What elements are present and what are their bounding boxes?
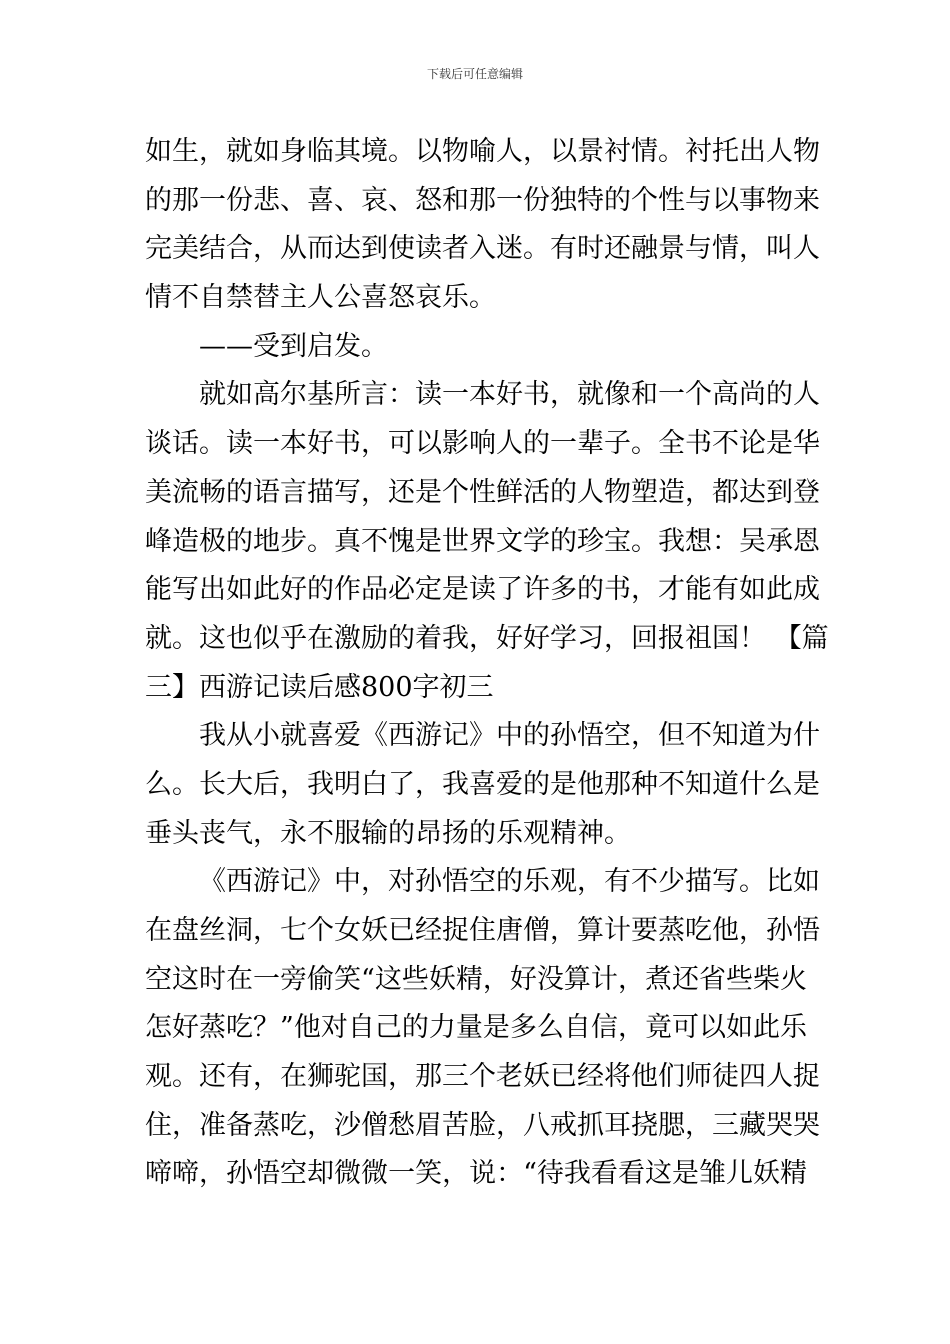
text-line: 谈话。读一本好书，可以影响人的一辈子。全书不论是华 (145, 428, 820, 460)
page-header: 下载后可任意编辑 (426, 67, 523, 81)
text-line: 空这时在一旁偷笑“这些妖精，好没算计，煮还省些柴火 (145, 963, 807, 995)
body-text (145, 128, 829, 1199)
text-line: 观。还有，在狮驼国，那三个老妖已经将他们师徒四人捉 (145, 1061, 820, 1093)
text-line: 怎好蒸吃？”他对自己的力量是多么自信，竟可以如此乐 (145, 1012, 807, 1044)
text-line: 能写出如此好的作品必定是读了许多的书，才能有如此成 (145, 574, 820, 606)
text-line: 三】西游记读后感800字初三 (145, 671, 494, 703)
text-line: 就如高尔基所言：读一本好书，就像和一个高尚的人 (199, 379, 820, 411)
text-line: ——受到启发。 (199, 330, 388, 362)
text-line: 完美结合，从而达到使读者入迷。有时还融景与情，叫人 (145, 233, 820, 265)
text-line: 啼啼，孙悟空却微微一笑，说：“待我看看这是雏儿妖精 (145, 1158, 807, 1190)
text-line: 峰造极的地步。真不愧是世界文学的珍宝。我想：吴承恩 (145, 525, 820, 557)
text-line: 美流畅的语言描写，还是个性鲜活的人物塑造，都达到登 (145, 476, 820, 508)
text-line: 在盘丝洞，七个女妖已经捉住唐僧，算计要蒸吃他，孙悟 (145, 915, 820, 946)
text-line: 就。这也似乎在激励的着我，好好学习，回报祖国！ 【篇 (145, 622, 829, 654)
text-line: 垂头丧气，永不服输的昂扬的乐观精神。 (145, 817, 631, 849)
text-line: 情不自禁替主人公喜怒哀乐。 (145, 282, 496, 314)
text-line: 《西游记》中，对孙悟空的乐观，有不少描写。比如 (199, 866, 820, 898)
text-line: 住，准备蒸吃，沙僧愁眉苦脸，八戒抓耳挠腮，三藏哭哭 (145, 1109, 820, 1141)
text-line: 如生，就如身临其境。以物喻人，以景衬情。衬托出人物 (145, 136, 820, 167)
text-line: 么。长大后，我明白了，我喜爱的是他那种不知道什么是 (145, 768, 820, 800)
text-line: 的那一份悲、喜、哀、怒和那一份独特的个性与以事物来 (145, 184, 820, 216)
text-line: 我从小就喜爱《西游记》中的孙悟空，但不知道为什 (199, 720, 820, 752)
